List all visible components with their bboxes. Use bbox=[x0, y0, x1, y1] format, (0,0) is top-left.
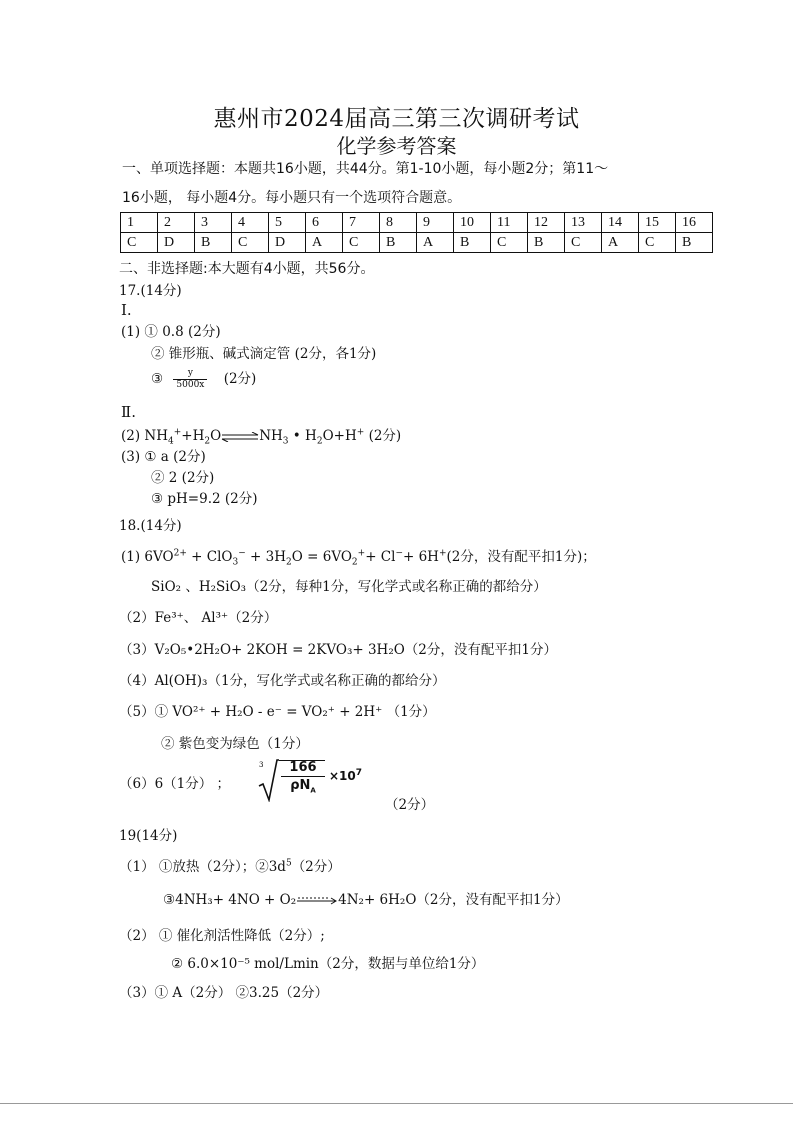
q17-l3-score: (2分) bbox=[223, 371, 257, 387]
answer-number-cell: 14 bbox=[602, 213, 639, 233]
answer-number-cell: 13 bbox=[565, 213, 602, 233]
root-denominator: $\rho N_A$ bbox=[290, 778, 316, 795]
q17-line2: ② 锥形瓶、碱式滴定管 (2分，各1分) bbox=[151, 346, 377, 362]
answer-letter-cell: D bbox=[269, 233, 306, 253]
q17-line3 bbox=[151, 367, 256, 391]
fraction-denominator: 5000x bbox=[176, 380, 205, 390]
q19-line2: ③4NH₃+ 4NO + O₂ 4N₂+ 6H₂O（2分，没有配平扣1分） bbox=[163, 892, 569, 908]
q19-line4: ② 6.0×10⁻⁵ mol/Lmin（2分，数据与单位给1分） bbox=[171, 956, 485, 972]
page-bottom-divider bbox=[0, 1103, 793, 1104]
root-multiplier: $\times 10^7$ bbox=[329, 768, 363, 783]
q18-line5: （4）Al(OH)₃（1分，写化学式或名称正确的都给分） bbox=[119, 673, 446, 689]
q18-line8-score: （2分） bbox=[385, 797, 435, 813]
answer-number-cell: 6 bbox=[306, 213, 343, 233]
q17-part2: Ⅱ. bbox=[121, 403, 136, 421]
answer-letter-cell: C bbox=[121, 233, 158, 253]
q19-line3: （2） ① 催化剂活性降低（2分）; bbox=[119, 928, 325, 944]
fraction-numerator: y bbox=[173, 368, 207, 380]
answer-number-cell: 15 bbox=[639, 213, 676, 233]
answer-letter-cell: C bbox=[565, 233, 602, 253]
q19-line5: （3）① A（2分） ②3.25（2分） bbox=[119, 985, 329, 1001]
answer-letter-cell: D bbox=[158, 233, 195, 253]
q17-line6: ② 2 (2分) bbox=[151, 470, 215, 486]
reaction-arrow-icon bbox=[296, 896, 338, 906]
q19-heading: 19(14分) bbox=[119, 828, 178, 844]
q17-part1: Ⅰ. bbox=[121, 301, 132, 319]
root-numerator: 166 bbox=[281, 760, 325, 777]
answer-letter-cell: B bbox=[195, 233, 232, 253]
q17-line7: ③ pH=9.2 (2分) bbox=[151, 491, 258, 507]
q18-line4: （3）V₂O₅•2H₂O+ 2KOH = 2KVO₃+ 3H₂O（2分，没有配平扣1分） bbox=[119, 642, 557, 658]
answer-letter-cell: B bbox=[454, 233, 491, 253]
answer-letter-cell: B bbox=[528, 233, 565, 253]
answer-number-cell: 10 bbox=[454, 213, 491, 233]
answer-letter-cell: C bbox=[491, 233, 528, 253]
answer-table-numbers-row bbox=[121, 213, 713, 233]
page-subtitle: 化学参考答案 bbox=[336, 134, 457, 158]
q18-line6: （5）① VO²⁺ + H₂O - e⁻ = VO₂⁺ + 2H⁺ （1分） bbox=[119, 704, 436, 720]
q19-line1: （1） ①放热（2分）；$②3d^5(2$分） bbox=[119, 858, 341, 875]
section1-line2: 16小题， 每小题4分。每小题只有一个选项符合题意。 bbox=[122, 190, 462, 206]
svg-text:3: 3 bbox=[259, 761, 264, 769]
answer-number-cell: 16 bbox=[676, 213, 713, 233]
answer-number-cell: 11 bbox=[491, 213, 528, 233]
answer-number-cell: 7 bbox=[343, 213, 380, 233]
answer-number-cell: 4 bbox=[232, 213, 269, 233]
answer-number-cell: 3 bbox=[195, 213, 232, 233]
answer-letter-cell: C bbox=[343, 233, 380, 253]
answer-letter-cell: B bbox=[676, 233, 713, 253]
answer-number-cell: 5 bbox=[269, 213, 306, 233]
equilibrium-arrow-icon bbox=[221, 432, 259, 442]
answer-letter-cell: A bbox=[602, 233, 639, 253]
q17-line4: (2) $NH_4^++H_2O$ $NH_3$ • $H_2O+H^+$ (2分) bbox=[121, 427, 402, 447]
answer-letter-cell: C bbox=[639, 233, 676, 253]
q17-heading: 17.(14分) bbox=[119, 283, 182, 299]
answer-number-cell: 12 bbox=[528, 213, 565, 233]
q17-l3-prefix: ③ bbox=[151, 371, 164, 387]
section2-heading: 二、非选择题:本大题有4小题，共56分。 bbox=[119, 261, 375, 277]
answer-letter-cell: A bbox=[417, 233, 454, 253]
answer-letter-cell: C bbox=[232, 233, 269, 253]
q18-line7: ② 紫色变为绿色（1分） bbox=[161, 736, 309, 752]
q18-line2: SiO₂ 、H₂SiO₃（2分，每种1分，写化学式或名称正确的都给分） bbox=[151, 579, 547, 595]
answer-letter-cell: A bbox=[306, 233, 343, 253]
answer-table bbox=[120, 212, 713, 253]
answer-number-cell: 2 bbox=[158, 213, 195, 233]
q18-line1: (1) $6VO^{2+} + ClO_3^- + 3H_2O = 6VO_2^++ Cl^-+ 6H^+(2$分，没有配平扣1分)； bbox=[121, 548, 596, 568]
q18-line8: （6）6（1分） ； bbox=[119, 776, 231, 792]
q17-line5: (3) ① a (2分) bbox=[121, 449, 206, 465]
answer-table-answers-row bbox=[121, 233, 713, 253]
answer-number-cell: 8 bbox=[380, 213, 417, 233]
q18-heading: 18.(14分) bbox=[119, 518, 182, 534]
answer-number-cell: 1 bbox=[121, 213, 158, 233]
answer-number-cell: 9 bbox=[417, 213, 454, 233]
section1-line1: 一、单项选择题：本题共16小题，共44分。第1-10小题，每小题2分；第11～ bbox=[122, 161, 609, 177]
fraction-y-5000x bbox=[173, 368, 207, 391]
radical-sign-icon bbox=[257, 758, 279, 802]
q18-line3: （2）Fe³⁺、 Al³⁺（2分） bbox=[119, 610, 278, 626]
q17-line1: (1) ① 0.8 (2分) bbox=[121, 324, 221, 340]
answer-letter-cell: B bbox=[380, 233, 417, 253]
page-title: 惠州市2024届高三第三次调研考试 bbox=[213, 106, 580, 132]
